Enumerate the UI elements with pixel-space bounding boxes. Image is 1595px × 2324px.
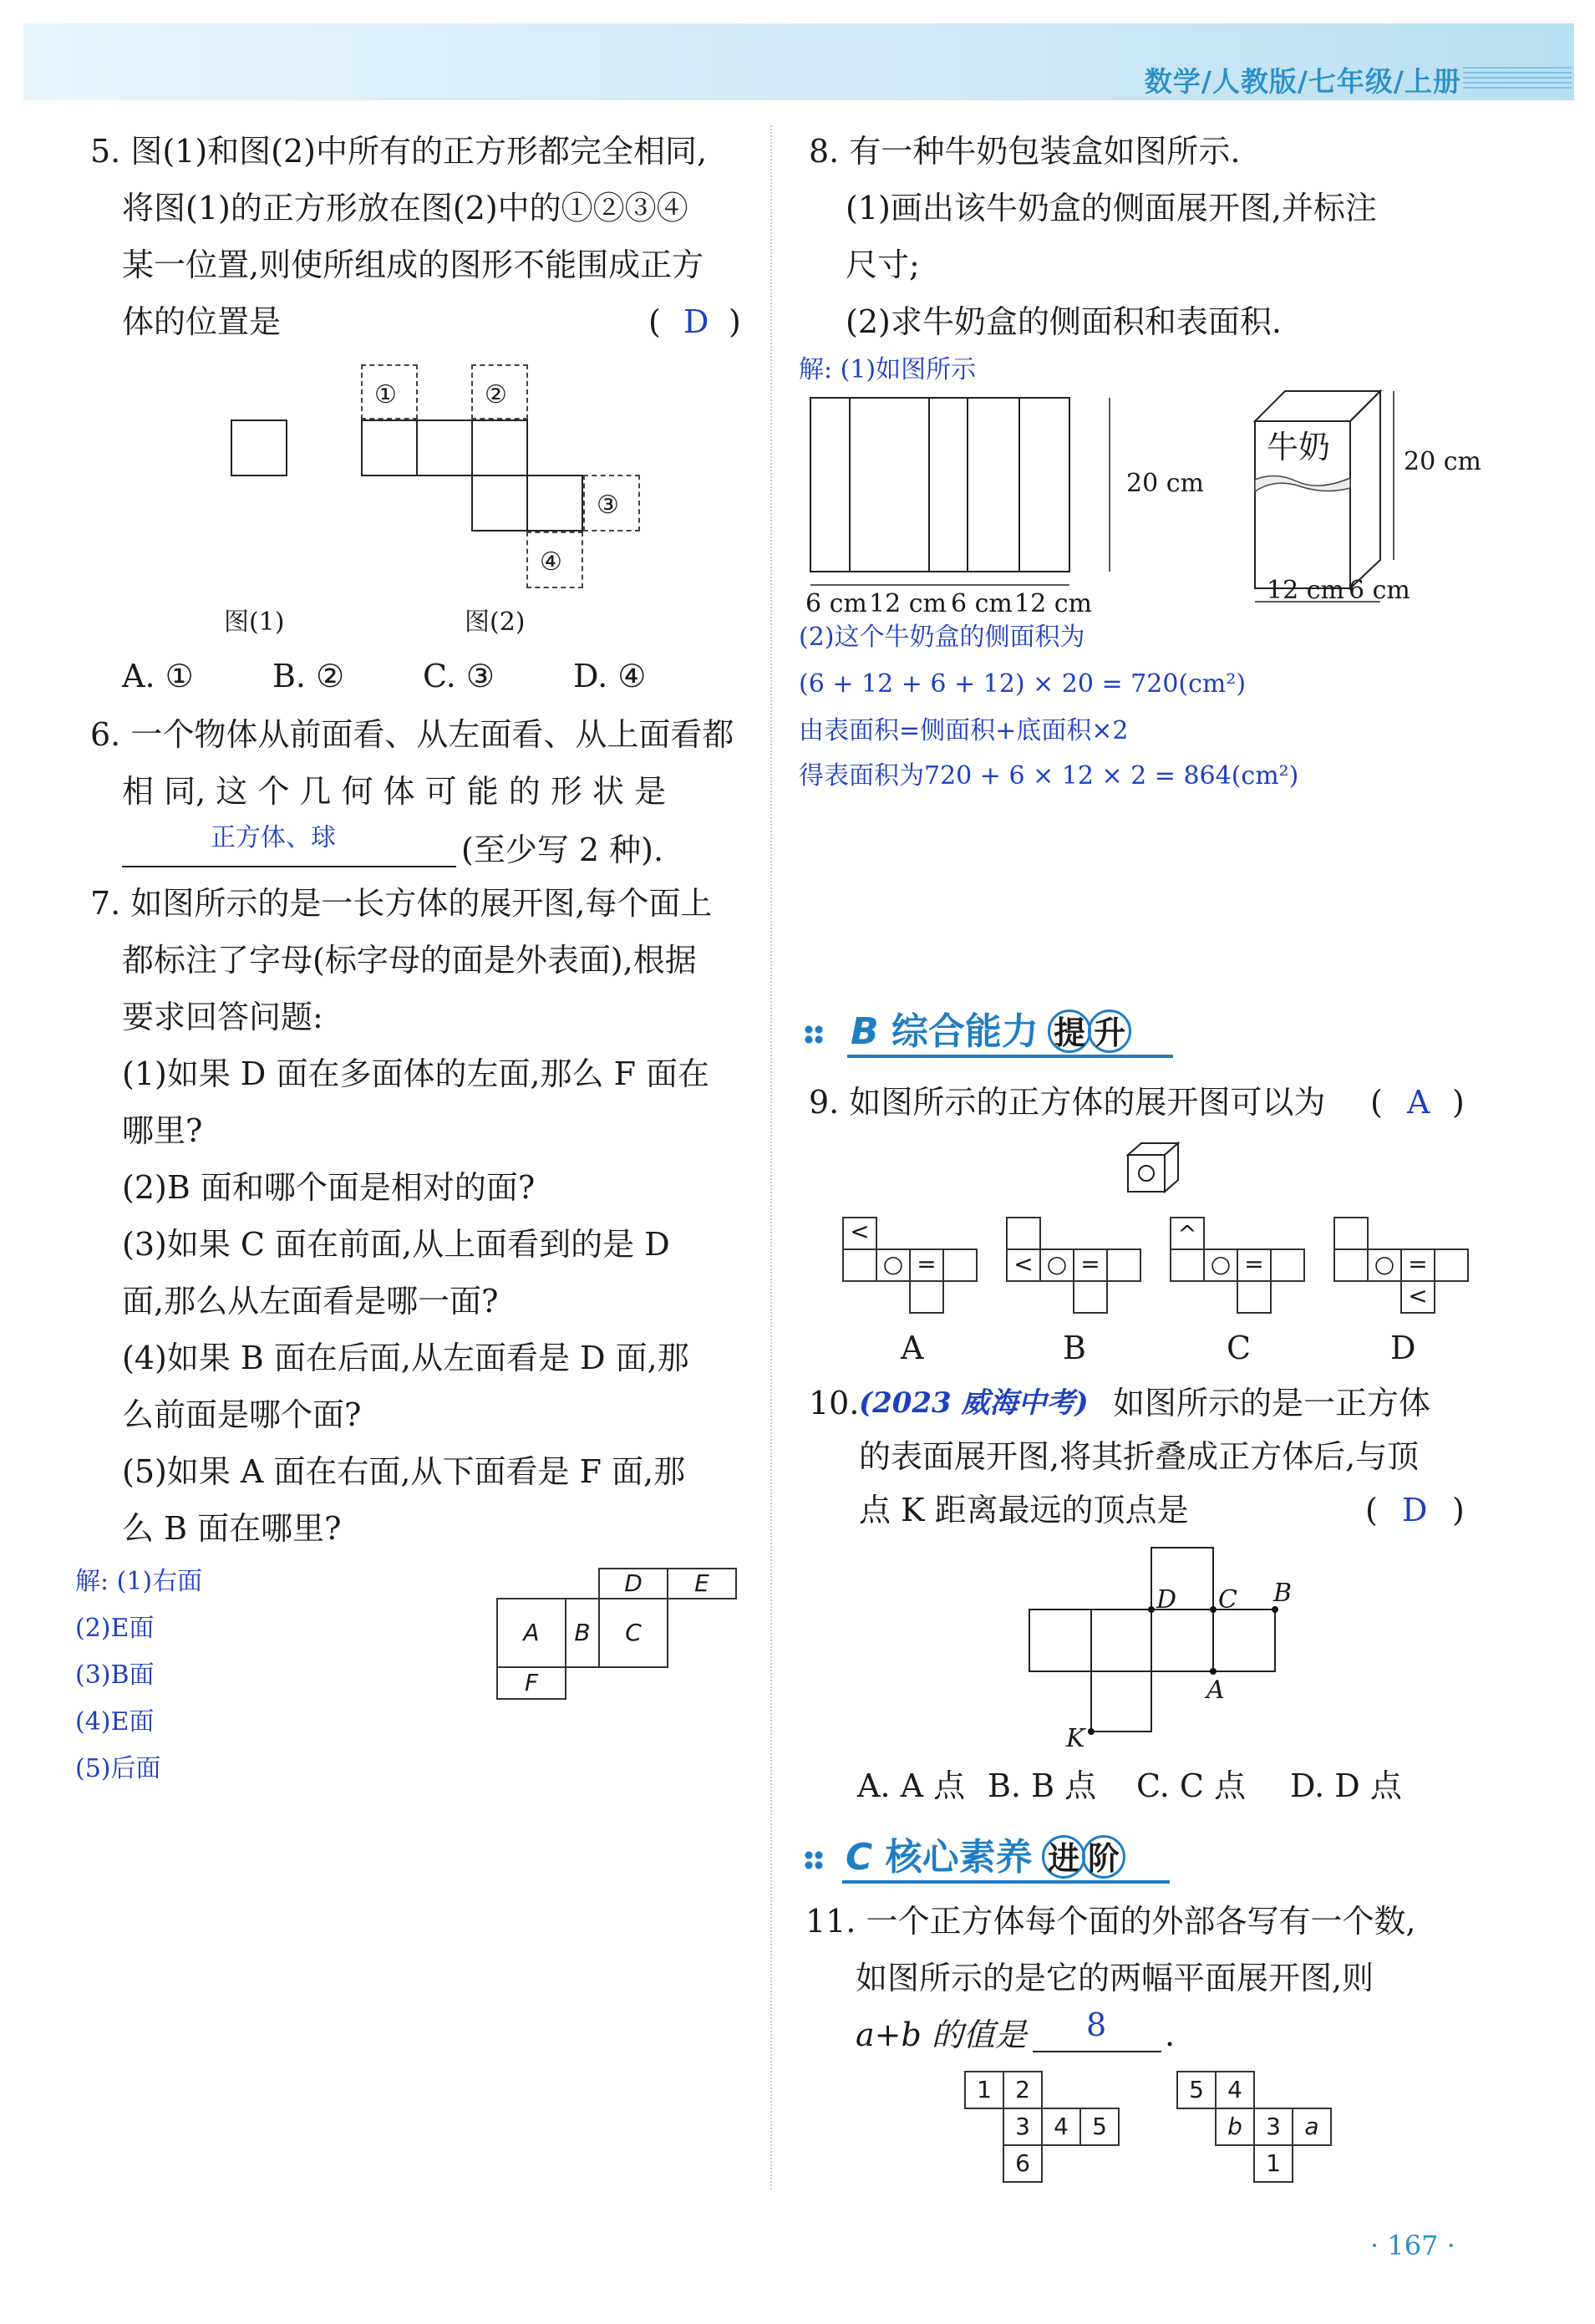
- q9-face: [1170, 1248, 1205, 1282]
- q8-line-1: 8. 有一种牛奶包装盒如图所示.: [809, 133, 1241, 170]
- section-b-heading: [851, 1001, 1131, 1055]
- q11-net2-face: [1176, 2071, 1217, 2109]
- q9-face-equals: =: [1080, 1250, 1100, 1278]
- q11-answer-blank: [1033, 2051, 1161, 2052]
- q7-net-face: [496, 1598, 566, 1668]
- q11-net1-value: 1: [977, 2076, 992, 2103]
- q7-line-2: 都标注了字母(标字母的面是外表面),根据: [122, 942, 697, 979]
- q5-paren-close: ): [729, 303, 741, 340]
- section-c-dots-icon: [804, 1850, 824, 1870]
- q11-net2-value: 5: [1189, 2076, 1204, 2103]
- section-c-text: 核心素养: [885, 1836, 1033, 1879]
- q9-face: [1203, 1248, 1238, 1282]
- q9-face: [942, 1248, 978, 1282]
- q7-part-2: (2)B 面和哪个面是相对的面?: [122, 1169, 536, 1206]
- q9-face: [1106, 1248, 1141, 1282]
- q5-option-c: C. ③: [423, 658, 495, 694]
- q11-net1-value: 2: [1015, 2076, 1030, 2103]
- q5-fig1-caption: 图(1): [224, 608, 285, 637]
- q5-fig2-square: [361, 420, 418, 476]
- q8-answer-1: (2)这个牛奶盒的侧面积为: [799, 623, 1085, 652]
- q8-answer-2: (6 + 12 + 6 + 12) × 20 = 720(cm²): [799, 669, 1247, 699]
- q7-face-b-label: B: [574, 1619, 591, 1646]
- q6-suffix: (至少写 2 种).: [461, 831, 664, 868]
- q6-answer-blank: [122, 866, 456, 867]
- q10-point-k: K: [1066, 1724, 1085, 1753]
- q9-face-equals: =: [1408, 1250, 1428, 1278]
- q9-face-equals: =: [917, 1250, 937, 1278]
- q5-fig2-square: [471, 420, 528, 476]
- q9-face: [1333, 1248, 1369, 1282]
- q11-net1-value: 4: [1054, 2113, 1069, 2140]
- q9-answer: A: [1407, 1084, 1430, 1121]
- q11-line-1: 11. 一个正方体每个面的外部各写有一个数,: [805, 1903, 1416, 1940]
- q9-face-lt: <: [1408, 1282, 1428, 1309]
- q5-fig2-square: [526, 475, 583, 531]
- q5-slot-2-label: ②: [485, 380, 507, 409]
- q7-face-e-label: E: [694, 1569, 709, 1597]
- q7-net-face: [565, 1598, 600, 1668]
- q7-part-4b: 么前面是哪个面?: [122, 1396, 362, 1433]
- q9-face: [1400, 1248, 1435, 1282]
- q7-part-5b: 么 B 面在哪里?: [122, 1510, 342, 1547]
- q11-net2-face: [1253, 2144, 1293, 2183]
- q10-paren-close: ): [1452, 1492, 1465, 1528]
- q9-label-b: B: [1063, 1330, 1086, 1366]
- q11-net2-value: 3: [1266, 2113, 1281, 2140]
- q10-source: (2023 威海中考): [859, 1386, 1089, 1420]
- q9-face: [1039, 1248, 1074, 1282]
- section-c-heading: [846, 1827, 1125, 1880]
- q5-slot-4-label: ④: [540, 547, 562, 577]
- page-header-title: 数学/人教版/七年级/上册: [1144, 65, 1461, 98]
- q7-part-3: (3)如果 C 面在前面,从上面看到的是 D: [122, 1226, 670, 1263]
- section-c-letter: C: [846, 1836, 873, 1879]
- q7-face-a-label: A: [523, 1619, 540, 1646]
- q9-face: [842, 1248, 877, 1282]
- q10-paren-open: (: [1365, 1492, 1378, 1528]
- section-b-underline: [847, 1055, 1173, 1058]
- q8-box-wave: [1255, 475, 1350, 491]
- q5-option-d: D. ④: [573, 658, 647, 694]
- q9-face: [1367, 1248, 1402, 1282]
- q10-point-b: B: [1273, 1579, 1293, 1608]
- page-number: · 167 ·: [1370, 2230, 1455, 2261]
- q8-answer-3: 由表面积=侧面积+底面积×2: [799, 716, 1129, 745]
- column-divider: [770, 125, 772, 2189]
- q8-solution-head: 解: (1)如图所示: [799, 355, 977, 384]
- section-b-dots-icon: [804, 1025, 824, 1045]
- q5-line-3: 某一位置,则使所组成的图形不能围成正方: [122, 247, 704, 283]
- q10-line-2: 的表面展开图,将其折叠成正方体后,与顶: [859, 1438, 1420, 1475]
- q11-net1-value: 6: [1015, 2149, 1030, 2177]
- q11-net1-face: [1003, 2108, 1043, 2146]
- q9-face: [1333, 1217, 1369, 1250]
- q11-net1-face: [1003, 2071, 1043, 2109]
- q9-face: [1170, 1217, 1205, 1250]
- q10-option-b: B. B 点: [988, 1767, 1097, 1804]
- q8-dim-w2: 12 cm: [869, 589, 947, 618]
- q11-net2-value: 1: [1266, 2149, 1281, 2177]
- q11-net1-face: [1003, 2144, 1043, 2183]
- q11-line-3: a+b 的值是: [856, 2016, 1027, 2053]
- q11-net2-value: b: [1227, 2113, 1242, 2140]
- q9-label-a: A: [901, 1330, 924, 1366]
- section-b-char-1: 提: [1048, 1009, 1091, 1053]
- q7-line-3: 要求回答问题:: [122, 999, 323, 1035]
- q6-line-2: 相 同, 这 个 几 何 体 可 能 的 形 状 是: [122, 773, 667, 810]
- q7-line-1: 7. 如图所示的是一长方体的展开图,每个面上: [90, 885, 713, 922]
- q6-answer: 正方体、球: [211, 823, 336, 852]
- q5-line-1: 5. 图(1)和图(2)中所有的正方形都完全相同,: [90, 133, 708, 170]
- q5-fig1-square: [231, 420, 287, 476]
- q9-paren-close: ): [1452, 1084, 1465, 1121]
- q10-point-a: A: [1206, 1676, 1225, 1705]
- q9-label-c: C: [1227, 1330, 1252, 1366]
- section-c-char-1: 进: [1042, 1835, 1085, 1879]
- q10-option-d: D. D 点: [1290, 1767, 1402, 1804]
- q10-number: 10.: [809, 1385, 860, 1421]
- q9-face-lt: <: [1013, 1250, 1034, 1278]
- q8-box-label: 牛奶: [1267, 429, 1331, 465]
- q7-answer-5: (5)后面: [75, 1754, 161, 1783]
- q5-paren-open: (: [648, 303, 661, 340]
- q11-net2-face: [1215, 2108, 1255, 2146]
- q8-box-h: 20 cm: [1404, 447, 1481, 476]
- q9-paren-open: (: [1370, 1084, 1383, 1121]
- q11-net1-value: 3: [1015, 2113, 1030, 2140]
- q7-part-4: (4)如果 B 面在后面,从左面看是 D 面,那: [122, 1340, 689, 1376]
- q5-line-2: 将图(1)的正方形放在图(2)中的①②③④: [122, 190, 688, 226]
- section-c-underline: [842, 1880, 1170, 1884]
- section-c-char-2: 阶: [1082, 1835, 1125, 1879]
- q5-fig2-caption: 图(2): [465, 608, 526, 637]
- q9-face-circle: ○: [1374, 1250, 1395, 1278]
- q9-face-lt: <: [850, 1218, 870, 1245]
- q9-face: [1237, 1280, 1272, 1314]
- q10-point-d: D: [1156, 1585, 1177, 1615]
- q7-face-d-label: D: [624, 1569, 643, 1597]
- q7-answer-1: 解: (1)右面: [75, 1567, 203, 1596]
- q7-answer-2: (2)E面: [75, 1614, 155, 1643]
- q11-net2-value: a: [1304, 2113, 1319, 2140]
- q9-face: [1237, 1248, 1272, 1282]
- q11-net2-face: [1253, 2108, 1293, 2146]
- q7-answer-4: (4)E面: [75, 1707, 155, 1737]
- q10-point-c: C: [1218, 1585, 1237, 1615]
- q8-line-4: (2)求牛奶盒的侧面积和表面积.: [846, 303, 1282, 340]
- q7-face-c-label: C: [625, 1619, 642, 1646]
- q5-option-a: A. ①: [122, 658, 194, 694]
- q9-face-circle: ○: [882, 1250, 904, 1278]
- q7-answer-3: (3)B面: [75, 1660, 155, 1690]
- q7-part-3b: 面,那么从左面看是哪一面?: [122, 1283, 499, 1320]
- section-b-text: 综合能力: [891, 1010, 1039, 1053]
- q8-dim-h: 20 cm: [1126, 469, 1204, 498]
- q11-net1-face: [964, 2071, 1004, 2109]
- q8-line-2: (1)画出该牛奶盒的侧面展开图,并标注: [846, 190, 1377, 226]
- q11-net1-value: 5: [1092, 2113, 1107, 2140]
- q9-face: [1270, 1248, 1305, 1282]
- header-decoration: [1463, 67, 1572, 92]
- q5-slot-1-label: ①: [374, 380, 397, 409]
- q8-dim-w1: 6 cm: [805, 589, 867, 618]
- q7-part-1b: 哪里?: [122, 1112, 203, 1149]
- q6-line-1: 6. 一个物体从前面看、从左面看、从上面看都: [90, 716, 734, 753]
- q7-part-1: (1)如果 D 面在多面体的左面,那么 F 面在: [122, 1055, 710, 1092]
- q11-net1-face: [1079, 2108, 1120, 2146]
- q11-line-2: 如图所示的是它的两幅平面展开图,则: [856, 1960, 1374, 1996]
- q8-line-3: 尺寸;: [846, 247, 920, 283]
- q9-face: [1400, 1280, 1435, 1314]
- section-b-letter: B: [851, 1010, 879, 1053]
- q5-line-4: 体的位置是: [122, 303, 282, 340]
- q9-cube: [1125, 1140, 1185, 1198]
- q11-net2-face: [1215, 2071, 1255, 2109]
- q10-option-c: C. C 点: [1136, 1767, 1247, 1804]
- q9-face-circle: ○: [1046, 1250, 1068, 1278]
- q7-face-f-label: F: [524, 1669, 539, 1696]
- q9-text: 9. 如图所示的正方体的展开图可以为: [809, 1084, 1326, 1121]
- q8-dim-w4: 12 cm: [1014, 589, 1092, 618]
- q10-answer: D: [1402, 1492, 1428, 1528]
- q9-face-caret: ^: [1177, 1220, 1197, 1248]
- q5-option-b: B. ②: [272, 658, 345, 694]
- q11-net2-face: [1292, 2108, 1332, 2146]
- q8-box-side: [1350, 391, 1380, 588]
- q9-face: [842, 1217, 877, 1250]
- q7-net-face: [496, 1666, 566, 1700]
- q9-face-equals: =: [1244, 1250, 1264, 1278]
- q9-face: [876, 1248, 911, 1282]
- q11-net1-face: [1041, 2108, 1081, 2146]
- q9-face: [909, 1248, 944, 1282]
- q7-part-5: (5)如果 A 面在右面,从下面看是 F 面,那: [122, 1453, 686, 1490]
- q9-face: [1006, 1217, 1041, 1250]
- q10-net: [1028, 1546, 1295, 1747]
- q5-answer: D: [683, 303, 709, 340]
- q8-box-d: 6 cm: [1349, 576, 1410, 605]
- q8-box-w: 12 cm: [1267, 576, 1344, 605]
- q10-line-1: 如图所示的是一正方体: [1113, 1385, 1431, 1421]
- q11-net2-value: 4: [1227, 2076, 1242, 2103]
- q11-suffix: .: [1165, 2016, 1176, 2053]
- q9-label-d: D: [1390, 1330, 1416, 1366]
- q8-dim-w3: 6 cm: [951, 589, 1013, 618]
- q7-net-face: [598, 1598, 668, 1668]
- q9-face: [1434, 1248, 1469, 1282]
- q9-face-circle: ○: [1210, 1250, 1232, 1278]
- q7-net-face: [667, 1568, 737, 1599]
- q5-fig2-square: [416, 420, 473, 476]
- q5-fig2-square: [471, 475, 528, 531]
- q11-answer: 8: [1086, 2006, 1107, 2043]
- q10-line-3: 点 K 距离最远的顶点是: [859, 1492, 1189, 1528]
- q9-face: [1073, 1280, 1108, 1314]
- q9-face: [1073, 1248, 1108, 1282]
- q5-slot-3-label: ③: [597, 491, 619, 520]
- section-b-char-2: 升: [1088, 1009, 1131, 1053]
- q8-box-top: [1255, 391, 1380, 421]
- q7-net-face: [598, 1568, 668, 1599]
- q9-face: [909, 1280, 944, 1314]
- q10-option-a: A. A 点: [857, 1767, 966, 1804]
- q9-face: [1006, 1248, 1041, 1282]
- q8-answer-4: 得表面积为720 + 6 × 12 × 2 = 864(cm²): [799, 761, 1299, 791]
